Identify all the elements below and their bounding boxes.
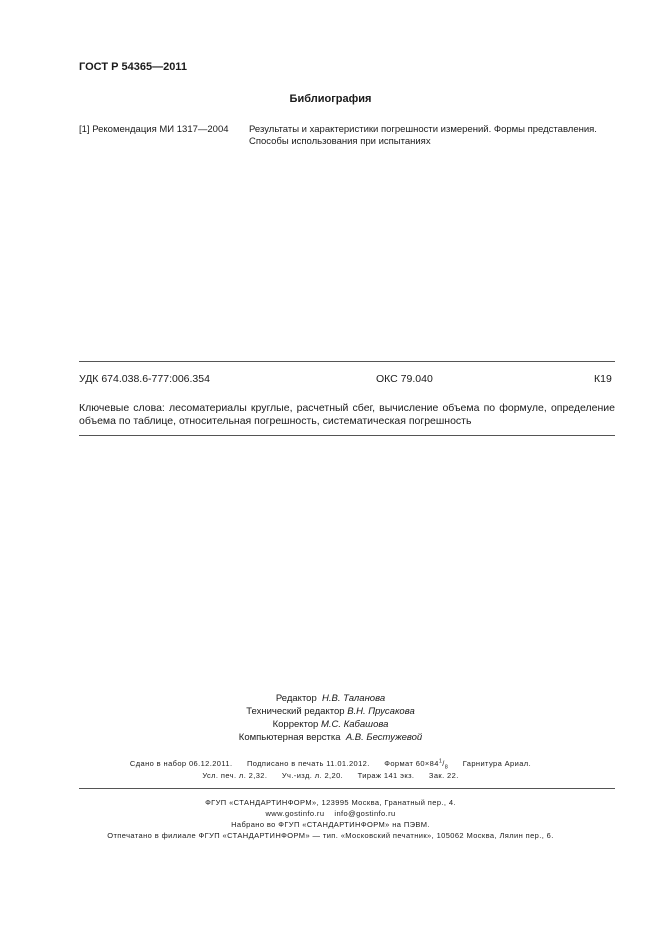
bibliography-description-line2: Способы использования при испытаниях xyxy=(249,136,431,147)
bibliography-description-line1: Результаты и характеристики погрешности измерений. Формы представления. xyxy=(249,124,597,135)
bibliography-ref: [1] Рекомендация МИ 1317—2004 xyxy=(79,124,229,135)
typeset-date: Сдано в набор 06.12.2011. xyxy=(129,758,233,768)
staff-row: Технический редактор В.Н. Прусакова xyxy=(246,706,415,717)
org-contacts xyxy=(0,808,661,819)
staff-name: М.С. Кабашова xyxy=(320,719,389,730)
order-number: Зак. 22. xyxy=(428,771,459,780)
staff-name: Н.В. Таланова xyxy=(322,693,386,704)
divider-top xyxy=(79,361,615,362)
staff-credits xyxy=(0,692,661,744)
staff-name: В.Н. Прусакова xyxy=(347,706,415,717)
staff-row: Корректор М.С. Кабашова xyxy=(272,719,389,730)
organization-info xyxy=(0,797,661,841)
staff-row: Редактор Н.В. Таланова xyxy=(275,693,386,704)
publishing-info-line1 xyxy=(0,758,661,770)
org-website[interactable]: www.gostinfo.ru xyxy=(265,809,325,818)
oks-code: ОКС 79.040 xyxy=(376,373,433,385)
staff-row: Компьютерная верстка А.В. Бестужевой xyxy=(238,732,423,743)
org-printed: Отпечатано в филиале ФГУП «СТАНДАРТИНФОРМ» — тип. «Московский печатник», 105062 Москва, Лялин пер., 6. xyxy=(107,831,554,840)
keywords: Ключевые слова: лесоматериалы круглые, расчетный сбег, вычисление объема по формуле, определение объема по таблице, относительная погрешность, систематическая погрешность xyxy=(79,402,615,427)
bibliography-description xyxy=(249,124,597,148)
format: Формат $60\times 84^1/_8$ xyxy=(384,758,449,770)
k-code: К19 xyxy=(594,373,612,385)
print-date: Подписано в печать 11.01.2012. xyxy=(246,758,370,768)
bibliography-title: Библиография xyxy=(289,93,372,105)
udc-code: УДК 674.038.6-777:006.354 xyxy=(79,373,210,385)
divider-middle xyxy=(79,435,615,436)
org-email[interactable]: info@gostinfo.ru xyxy=(334,809,396,818)
org-typeset: Набрано во ФГУП «СТАНДАРТИНФОРМ» на ПЭВМ. xyxy=(231,820,430,829)
standard-code: ГОСТ Р 54365—2011 xyxy=(79,61,187,73)
typeface: Гарнитура Ариал. xyxy=(462,758,532,768)
pub-sheets: Уч.-изд. л. 2,20. xyxy=(281,771,344,780)
publishing-info-line2 xyxy=(0,771,661,780)
org-address: ФГУП «СТАНДАРТИНФОРМ», 123995 Москва, Гранатный пер., 4. xyxy=(205,798,456,807)
print-sheets: Усл. печ. л. 2,32. xyxy=(202,771,268,780)
staff-name: А.В. Бестужевой xyxy=(345,732,423,743)
divider-bottom xyxy=(79,788,615,789)
copies: Тираж 141 экз. xyxy=(357,771,415,780)
